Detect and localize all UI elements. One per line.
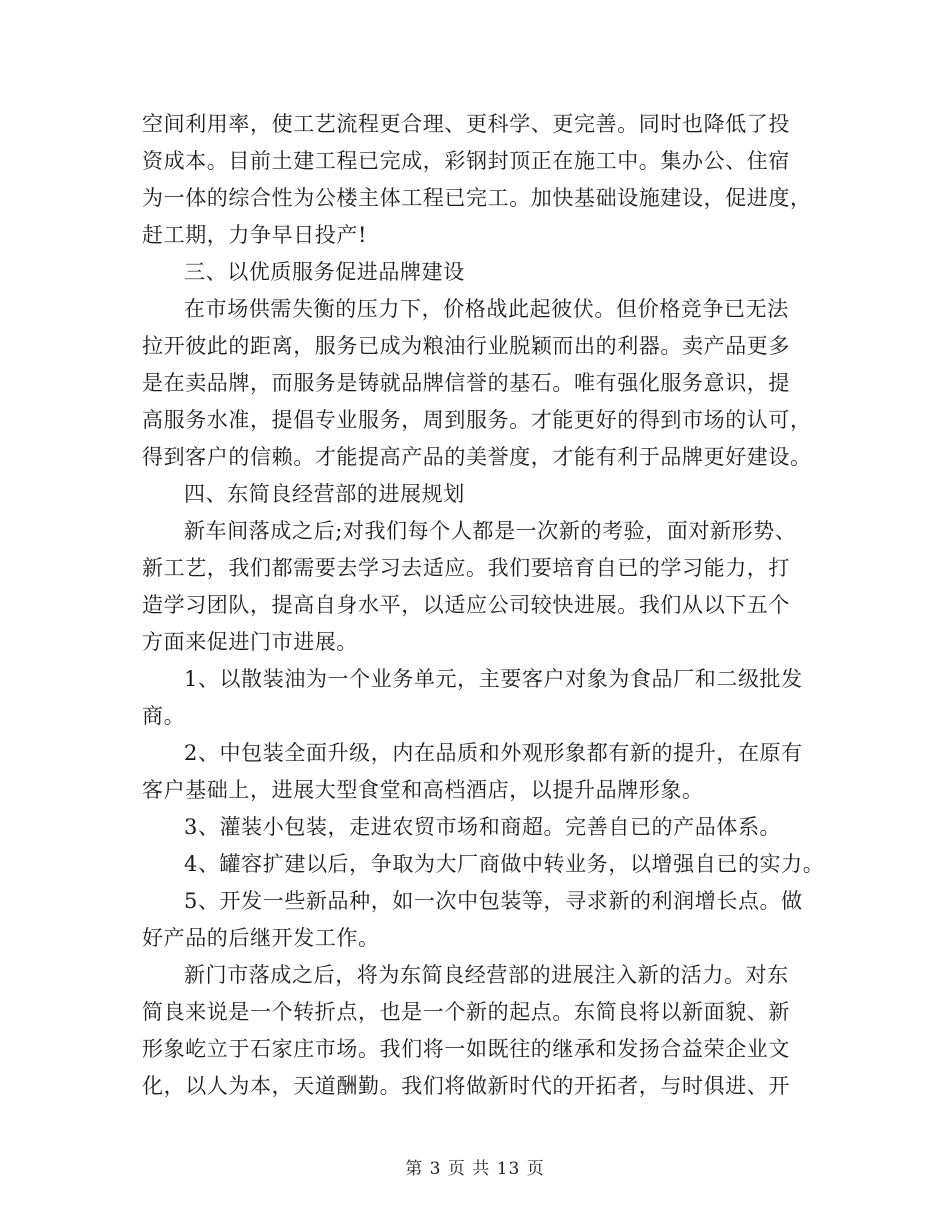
section-heading: 三、以优质服务促进品牌建设 — [184, 260, 465, 284]
section-heading: 四、东简良经营部的进展规划 — [184, 482, 465, 506]
text-line: 拉开彼此的距离，服务已成为粮油行业脱颖而出的利器。卖产品更多 — [142, 334, 790, 358]
text-line: 空间利用率，使工艺流程更合理、更科学、更完善。同时也降低了投 — [142, 112, 790, 136]
text-line: 赶工期，力争早日投产! — [142, 223, 368, 247]
text-line: 得到客户的信赖。才能提高产品的美誉度，才能有利于品牌更好建设。 — [142, 445, 812, 469]
list-item: 5、开发一些新品种，如一次中包装等，寻求新的利润增长点。做 — [184, 889, 803, 913]
text-line: 造学习团队，提高自身水平，以适应公司较快进展。我们从以下五个 — [142, 593, 790, 617]
text-line: 新门市落成之后，将为东简良经营部的进展注入新的活力。对东 — [184, 963, 789, 987]
list-item: 1、以散装油为一个业务单元，主要客户对象为食品厂和二级批发 — [184, 667, 803, 691]
text-line: 好产品的后继开发工作。 — [142, 926, 380, 950]
list-item: 3、灌装小包装，走进农贸市场和商超。完善自已的产品体系。 — [184, 815, 782, 839]
list-item: 4、罐容扩建以后，争取为大厂商做中转业务，以增强自已的实力。 — [184, 852, 825, 876]
text-line: 新车间落成之后;对我们每个人都是一次新的考验，面对新形势、 — [184, 519, 797, 543]
text-line: 方面来促进门市进展。 — [142, 630, 358, 654]
list-item: 2、中包装全面升级，内在品质和外观形象都有新的提升，在原有 — [184, 741, 803, 765]
text-line: 新工艺，我们都需要去学习去适应。我们要培育自已的学习能力，打 — [142, 556, 790, 580]
text-line: 资成本。目前土建工程已完成，彩钢封顶正在施工中。集办公、住宿 — [142, 149, 790, 173]
text-line: 形象屹立于石家庄市场。我们将一如既往的继承和发扬合益荣企业文 — [142, 1037, 790, 1061]
page-number-footer: 第 3 页 共 13 页 — [405, 1159, 545, 1179]
document-body — [142, 106, 825, 1105]
text-line: 简良来说是一个转折点，也是一个新的起点。东简良将以新面貌、新 — [142, 1000, 790, 1024]
text-line: 化，以人为本，天道酬勤。我们将做新时代的开拓者，与时俱进、开 — [142, 1074, 790, 1098]
text-line: 是在卖品牌，而服务是铸就品牌信誉的基石。唯有强化服务意识，提 — [142, 371, 790, 395]
text-line: 客户基础上，进展大型食堂和高档酒店，以提升品牌形象。 — [142, 778, 704, 802]
text-line: 为一体的综合性为公楼主体工程已完工。加快基础设施建设，促进度， — [142, 186, 812, 210]
text-line: 高服务水准，提倡专业服务，周到服务。才能更好的得到市场的认可， — [142, 408, 812, 432]
text-line: 在市场供需失衡的压力下，价格战此起彼伏。但价格竞争已无法 — [184, 297, 789, 321]
text-line: 商。 — [142, 704, 186, 728]
